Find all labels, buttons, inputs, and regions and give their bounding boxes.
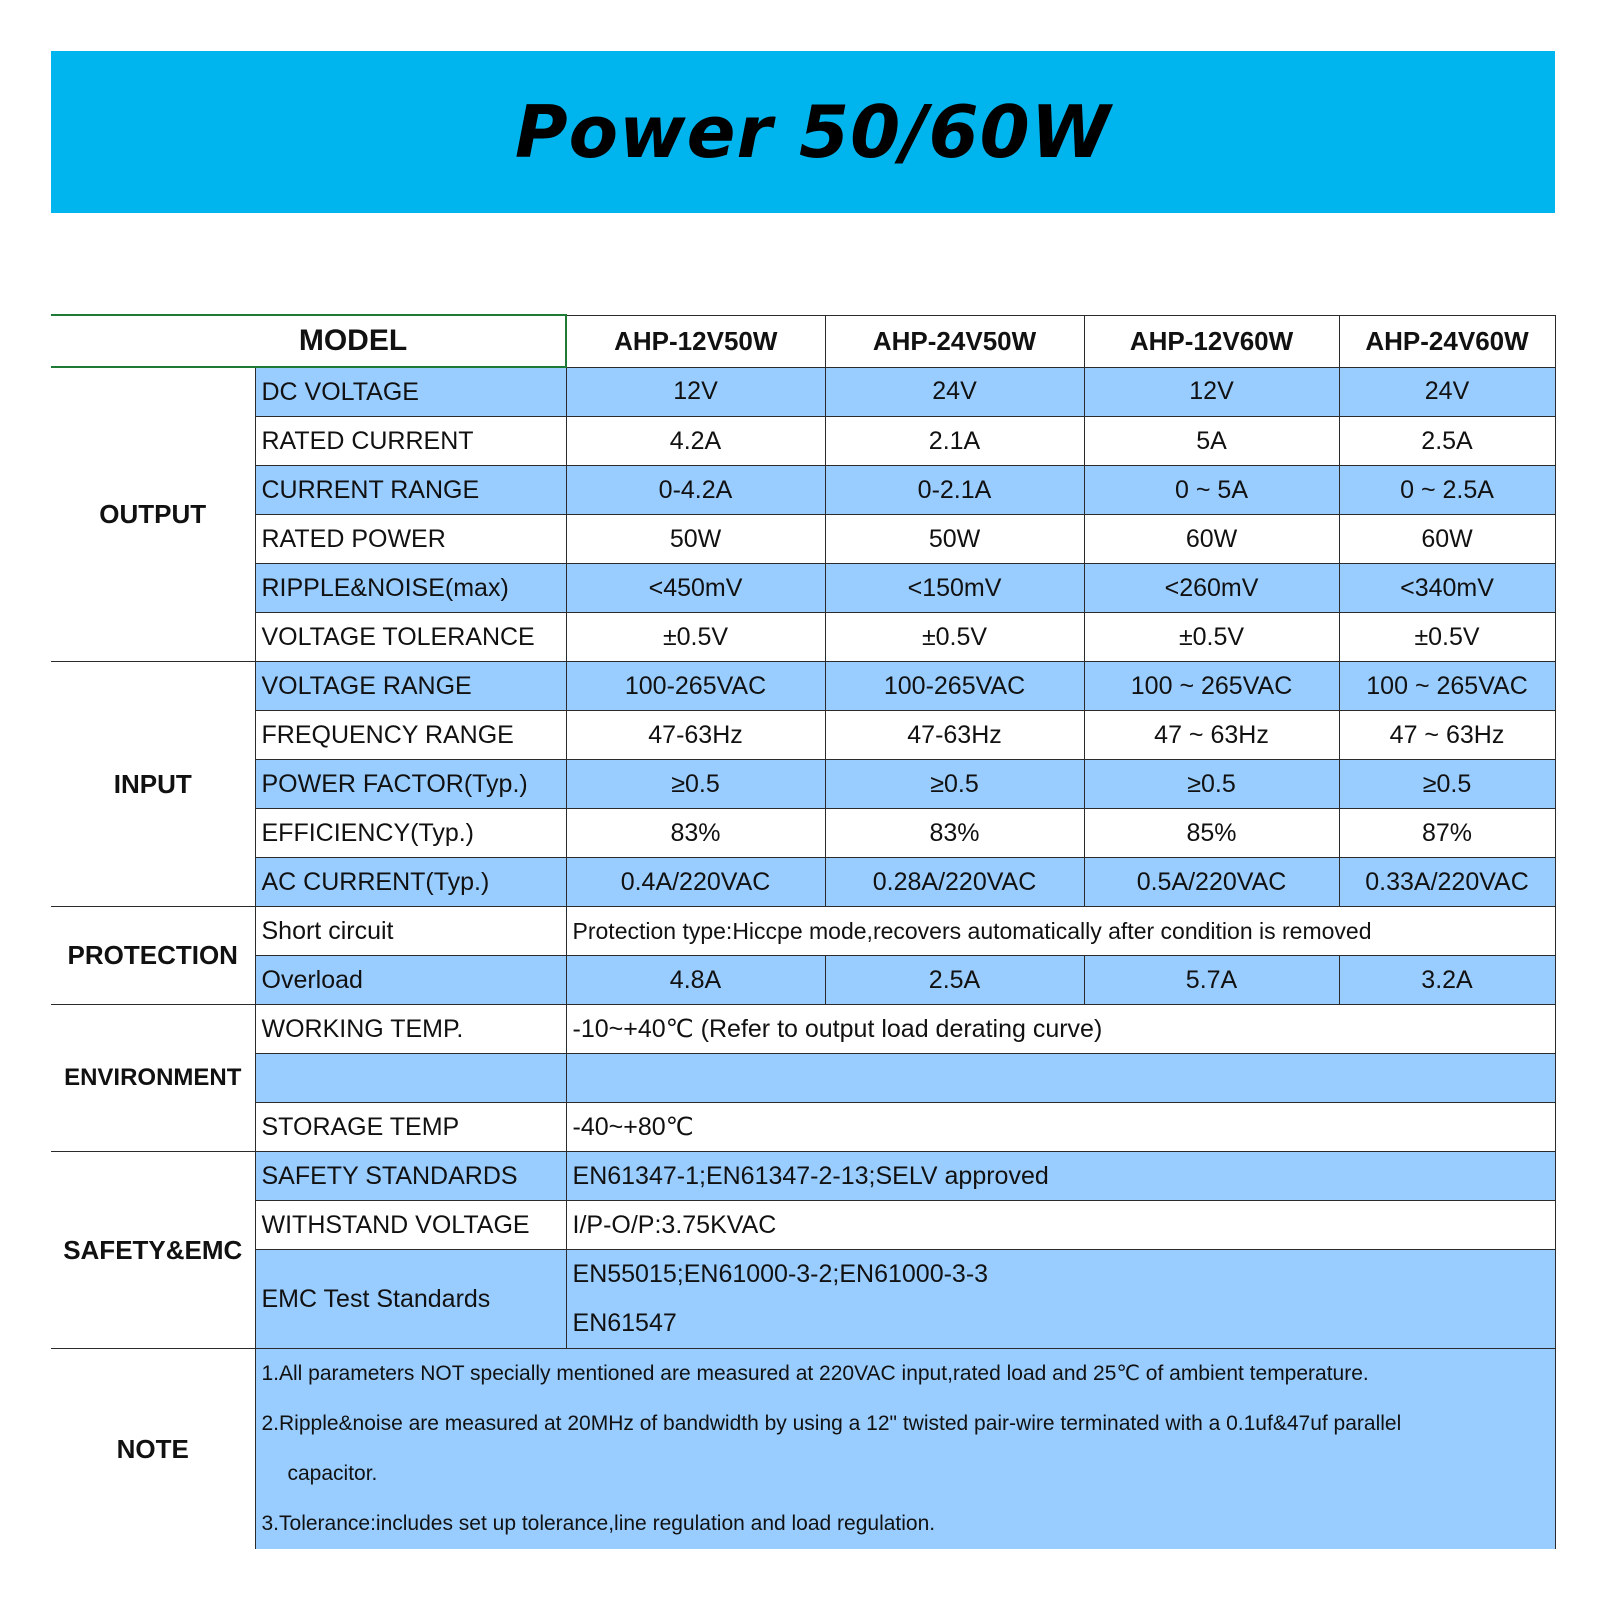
param-label: DC VOLTAGE xyxy=(255,367,566,417)
param-label: Overload xyxy=(255,956,566,1005)
value-cell: ±0.5V xyxy=(1084,613,1339,662)
note-line: 3.Tolerance:includes set up tolerance,line regulation and load regulation. xyxy=(261,1512,936,1535)
value-cell: 0.28A/220VAC xyxy=(825,858,1084,907)
model-name: AHP-24V50W xyxy=(825,315,1084,367)
table-row xyxy=(51,367,1555,417)
value-cell: 0.4A/220VAC xyxy=(566,858,825,907)
value-cell: 5.7A xyxy=(1084,956,1339,1005)
param-label: RIPPLE&NOISE(max) xyxy=(255,564,566,613)
value-cell: 60W xyxy=(1339,515,1555,564)
table-row xyxy=(51,1103,1555,1152)
value-cell: 50W xyxy=(825,515,1084,564)
param-label: RATED POWER xyxy=(255,515,566,564)
value-cell: 4.2A xyxy=(566,417,825,466)
blank-cell xyxy=(566,1054,1555,1103)
value-cell: 85% xyxy=(1084,809,1339,858)
group-note: NOTE xyxy=(51,1349,255,1550)
value-cell: ±0.5V xyxy=(825,613,1084,662)
value-cell: 50W xyxy=(566,515,825,564)
value-cell: 12V xyxy=(566,367,825,417)
param-label: WITHSTAND VOLTAGE xyxy=(255,1201,566,1250)
param-label: WORKING TEMP. xyxy=(255,1005,566,1054)
value-cell: 2.5A xyxy=(1339,417,1555,466)
withstand-voltage-text: I/P-O/P:3.75KVAC xyxy=(566,1201,1555,1250)
param-label: RATED CURRENT xyxy=(255,417,566,466)
value-cell: 100-265VAC xyxy=(566,662,825,711)
title-banner xyxy=(51,51,1555,213)
value-cell: 0-2.1A xyxy=(825,466,1084,515)
value-cell: 12V xyxy=(1084,367,1339,417)
param-label: STORAGE TEMP xyxy=(255,1103,566,1152)
model-name: AHP-12V50W xyxy=(566,315,825,367)
group-environment: ENVIRONMENT xyxy=(51,1005,255,1152)
table-row xyxy=(51,662,1555,711)
value-cell: <260mV xyxy=(1084,564,1339,613)
value-cell: ≥0.5 xyxy=(566,760,825,809)
model-name: AHP-24V60W xyxy=(1339,315,1555,367)
param-label: POWER FACTOR(Typ.) xyxy=(255,760,566,809)
value-cell: 100-265VAC xyxy=(825,662,1084,711)
value-cell: 3.2A xyxy=(1339,956,1555,1005)
value-cell: 24V xyxy=(825,367,1084,417)
value-cell: ≥0.5 xyxy=(1084,760,1339,809)
value-cell: 4.8A xyxy=(566,956,825,1005)
table-row xyxy=(51,515,1555,564)
value-cell: 5A xyxy=(1084,417,1339,466)
value-cell: ±0.5V xyxy=(566,613,825,662)
table-row xyxy=(51,858,1555,907)
note-line: 1.All parameters NOT specially mentioned are measured at 220VAC input,rated load and 25℃ of ambient temperature. xyxy=(261,1362,1369,1385)
value-cell: 2.1A xyxy=(825,417,1084,466)
model-name: AHP-12V60W xyxy=(1084,315,1339,367)
value-cell: <450mV xyxy=(566,564,825,613)
safety-standards-text: EN61347-1;EN61347-2-13;SELV approved xyxy=(566,1152,1555,1201)
value-cell: <150mV xyxy=(825,564,1084,613)
table-row xyxy=(51,956,1555,1005)
storage-temp-text: -40~+80℃ xyxy=(566,1103,1555,1152)
value-cell: 47-63Hz xyxy=(825,711,1084,760)
table-row xyxy=(51,907,1555,956)
param-label: EFFICIENCY(Typ.) xyxy=(255,809,566,858)
group-safety: SAFETY&EMC xyxy=(51,1152,255,1349)
working-temp-text: -10~+40℃ (Refer to output load derating curve) xyxy=(566,1005,1555,1054)
table-row xyxy=(51,1054,1555,1103)
table-row xyxy=(51,1152,1555,1201)
value-cell: 60W xyxy=(1084,515,1339,564)
page-title: Power 50/60W xyxy=(514,90,1112,174)
table-row xyxy=(51,417,1555,466)
param-label: SAFETY STANDARDS xyxy=(255,1152,566,1201)
table-row xyxy=(51,466,1555,515)
param-label: EMC Test Standards xyxy=(255,1250,566,1349)
param-label: VOLTAGE RANGE xyxy=(255,662,566,711)
notes-cell xyxy=(255,1349,1555,1550)
table-row xyxy=(51,564,1555,613)
param-label: CURRENT RANGE xyxy=(255,466,566,515)
value-cell: 0 ~ 2.5A xyxy=(1339,466,1555,515)
table-row xyxy=(51,711,1555,760)
note-line: capacitor. xyxy=(287,1462,378,1485)
table-row xyxy=(51,1201,1555,1250)
value-cell: ≥0.5 xyxy=(825,760,1084,809)
value-cell: 83% xyxy=(825,809,1084,858)
value-cell: 0.5A/220VAC xyxy=(1084,858,1339,907)
value-cell: <340mV xyxy=(1339,564,1555,613)
value-cell: 87% xyxy=(1339,809,1555,858)
spec-table xyxy=(51,314,1556,1549)
value-cell: ±0.5V xyxy=(1339,613,1555,662)
value-cell: 47 ~ 63Hz xyxy=(1084,711,1339,760)
group-output: OUTPUT xyxy=(51,367,255,662)
value-cell: 0-4.2A xyxy=(566,466,825,515)
emc-standards-cell xyxy=(566,1250,1555,1349)
value-cell: 0.33A/220VAC xyxy=(1339,858,1555,907)
table-row xyxy=(51,809,1555,858)
emc-line: EN55015;EN61000-3-2;EN61000-3-3 xyxy=(572,1260,989,1288)
note-line: 2.Ripple&noise are measured at 20MHz of bandwidth by using a 12" twisted pair-wire terminated with a 0.1uf&47uf parallel xyxy=(261,1412,1402,1435)
param-label: VOLTAGE TOLERANCE xyxy=(255,613,566,662)
table-row xyxy=(51,760,1555,809)
table-row xyxy=(51,1250,1555,1349)
value-cell: 24V xyxy=(1339,367,1555,417)
model-label: MODEL xyxy=(51,315,566,367)
group-input: INPUT xyxy=(51,662,255,907)
value-cell: 2.5A xyxy=(825,956,1084,1005)
param-label: Short circuit xyxy=(255,907,566,956)
emc-line: EN61547 xyxy=(572,1309,677,1337)
param-label: FREQUENCY RANGE xyxy=(255,711,566,760)
note-row xyxy=(51,1349,1555,1550)
param-label xyxy=(255,1054,566,1103)
value-cell: 47 ~ 63Hz xyxy=(1339,711,1555,760)
param-label: AC CURRENT(Typ.) xyxy=(255,858,566,907)
value-cell: 100 ~ 265VAC xyxy=(1339,662,1555,711)
value-cell: 83% xyxy=(566,809,825,858)
table-row xyxy=(51,1005,1555,1054)
value-cell: 100 ~ 265VAC xyxy=(1084,662,1339,711)
short-circuit-text: Protection type:Hiccpe mode,recovers automatically after condition is removed xyxy=(566,907,1555,956)
model-header-row xyxy=(51,315,1555,367)
value-cell: ≥0.5 xyxy=(1339,760,1555,809)
value-cell: 47-63Hz xyxy=(566,711,825,760)
group-protection: PROTECTION xyxy=(51,907,255,1005)
value-cell: 0 ~ 5A xyxy=(1084,466,1339,515)
table-row xyxy=(51,613,1555,662)
